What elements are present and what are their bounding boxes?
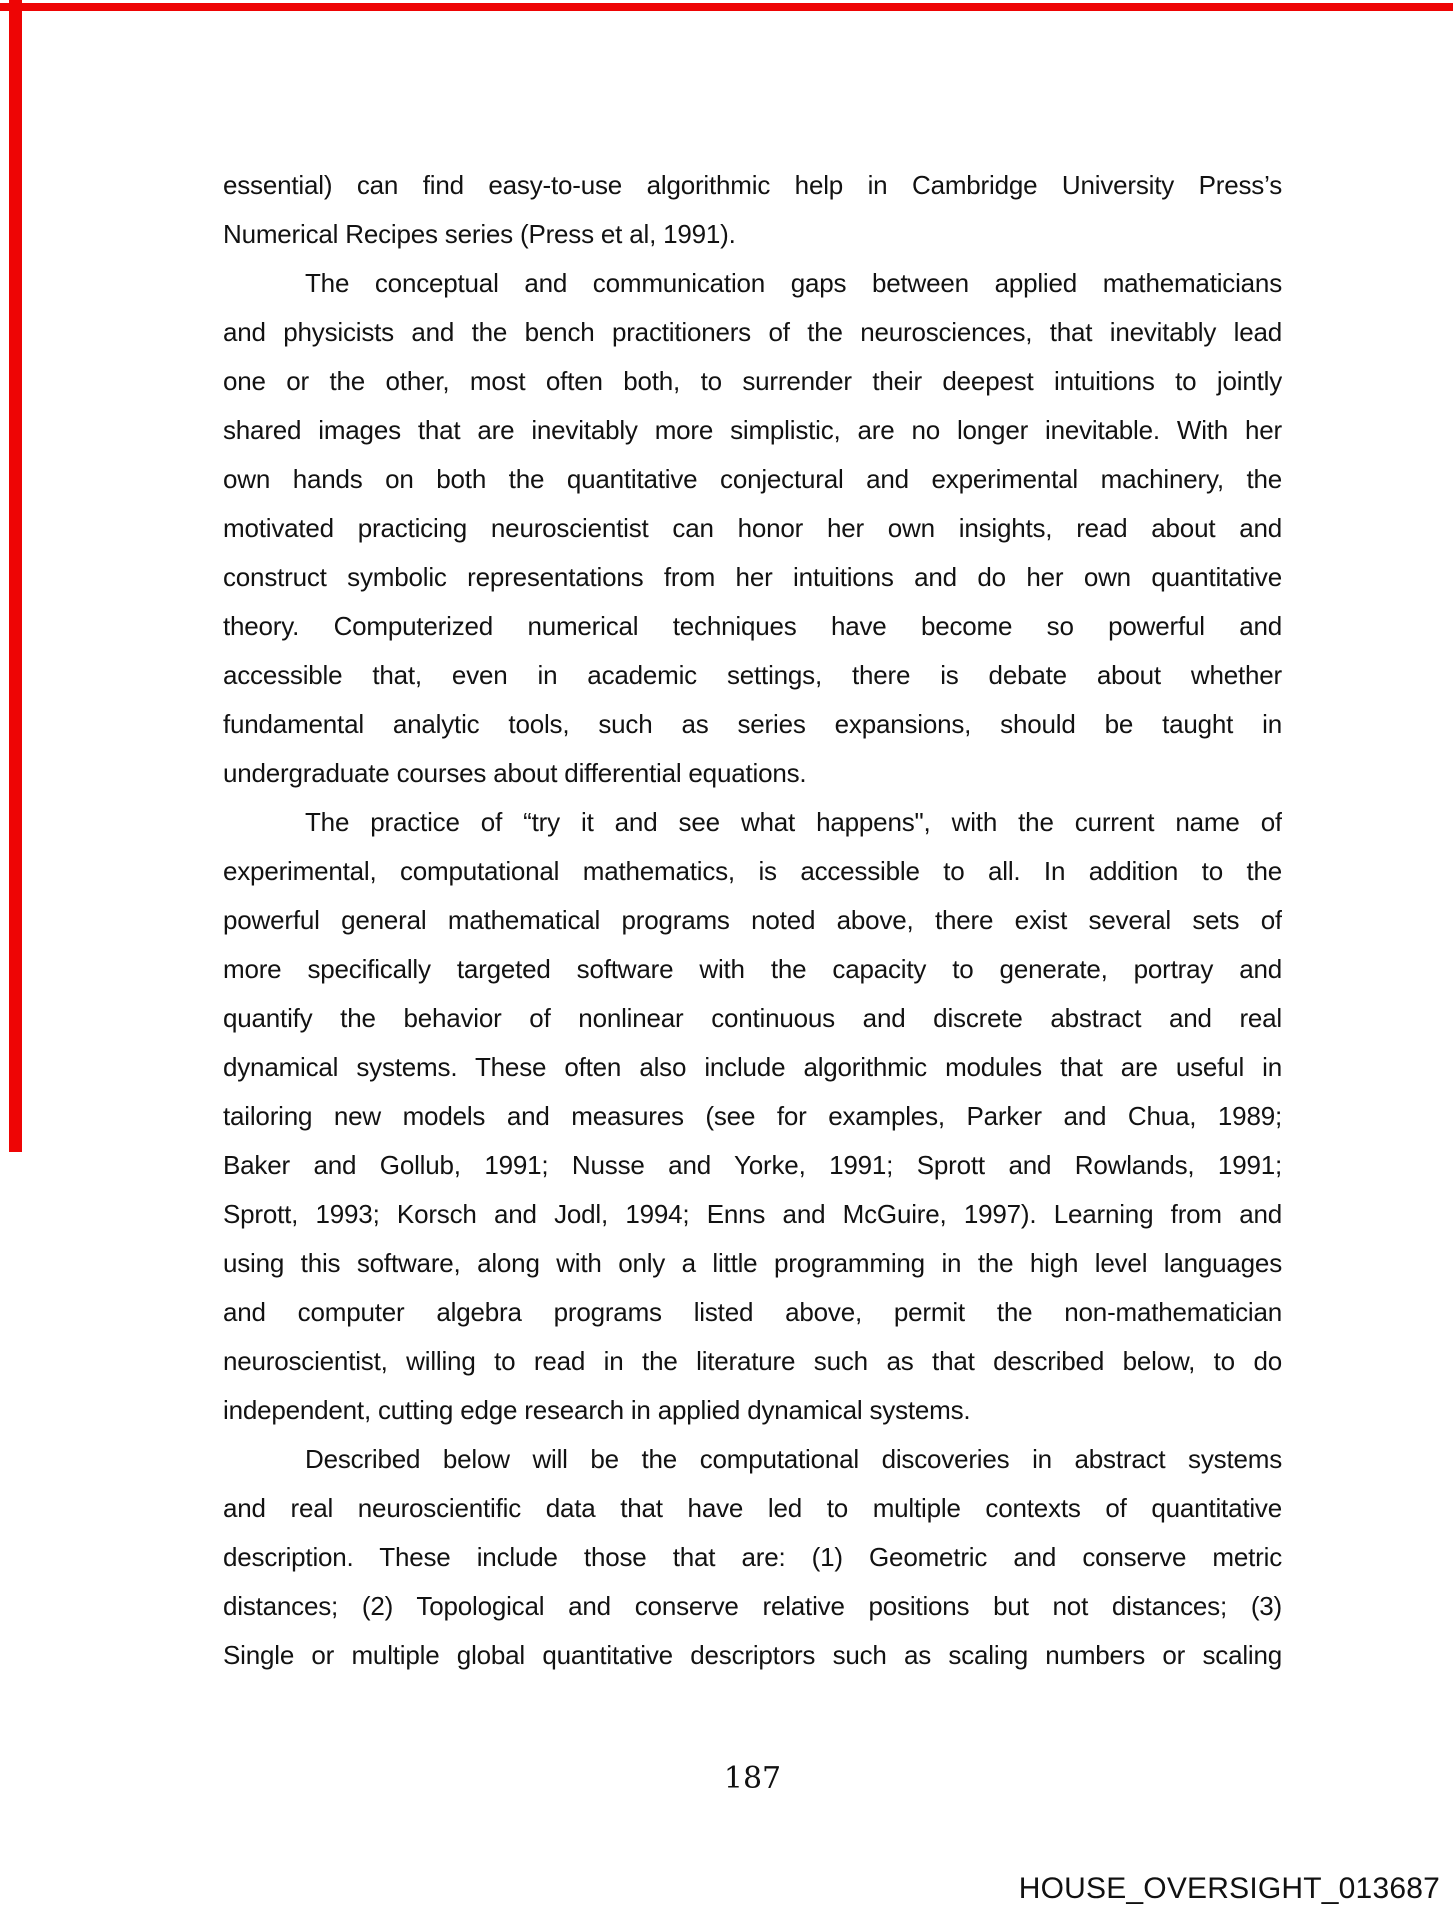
text-line: Sprott, 1993; Korsch and Jodl, 1994; Enns and McGuire, 1997). Learning from and (223, 1199, 1282, 1229)
text-line: one or the other, most often both, to surrender their deepest intuitions to jointly (223, 366, 1282, 396)
text-line: description. These include those that are: (1) Geometric and conserve metric (223, 1542, 1282, 1572)
red-left-margin-annotation-line (9, 0, 22, 1152)
text-line: dynamical systems. These often also include algorithmic modules that are useful in (223, 1052, 1282, 1082)
body-text (223, 161, 1282, 1680)
red-top-annotation-line (0, 3, 1453, 11)
text-line: own hands on both the quantitative conjectural and experimental machinery, the (223, 464, 1282, 494)
text-line: neuroscientist, willing to read in the literature such as that described below, to do (223, 1346, 1282, 1376)
text-line: quantify the behavior of nonlinear continuous and discrete abstract and real (223, 1003, 1282, 1033)
text-line: accessible that, even in academic settings, there is debate about whether (223, 660, 1282, 690)
text-line: more specifically targeted software with the capacity to generate, portray and (223, 954, 1282, 984)
text-line: Described below will be the computational discoveries in abstract systems (305, 1444, 1282, 1474)
text-line: using this software, along with only a little programming in the high level languages (223, 1248, 1282, 1278)
bates-stamp: HOUSE_OVERSIGHT_013687 (1018, 1872, 1440, 1905)
text-line: Numerical Recipes series (Press et al, 1991). (223, 219, 736, 249)
text-line: and computer algebra programs listed above, permit the non-mathematician (223, 1297, 1282, 1327)
text-line: distances; (2) Topological and conserve relative positions but not distances; (3) (223, 1591, 1282, 1621)
text-line: powerful general mathematical programs noted above, there exist several sets of (223, 905, 1282, 935)
text-line: fundamental analytic tools, such as series expansions, should be taught in (223, 709, 1282, 739)
text-line: independent, cutting edge research in applied dynamical systems. (223, 1395, 971, 1425)
text-line: motivated practicing neuroscientist can honor her own insights, read about and (223, 513, 1282, 543)
text-line: and physicists and the bench practitioners of the neurosciences, that inevitably lead (223, 317, 1282, 347)
text-line: and real neuroscientific data that have led to multiple contexts of quantitative (223, 1493, 1282, 1523)
text-line: shared images that are inevitably more simplistic, are no longer inevitable. With her (223, 415, 1282, 445)
text-line: Single or multiple global quantitative descriptors such as scaling numbers or scaling (223, 1640, 1282, 1670)
text-line: The conceptual and communication gaps between applied mathematicians (305, 268, 1282, 298)
text-line: construct symbolic representations from her intuitions and do her own quantitative (223, 562, 1282, 592)
text-line: tailoring new models and measures (see for examples, Parker and Chua, 1989; (223, 1101, 1282, 1131)
text-line: experimental, computational mathematics, is accessible to all. In addition to the (223, 856, 1282, 886)
text-line: theory. Computerized numerical techniques have become so powerful and (223, 611, 1282, 641)
text-line: Baker and Gollub, 1991; Nusse and Yorke, 1991; Sprott and Rowlands, 1991; (223, 1150, 1282, 1180)
text-line: undergraduate courses about differential equations. (223, 758, 807, 788)
page-number: 187 (723, 1761, 782, 1796)
text-line: The practice of “try it and see what happens", with the current name of (305, 807, 1282, 837)
text-line: essential) can find easy-to-use algorithmic help in Cambridge University Press’s (223, 170, 1282, 200)
